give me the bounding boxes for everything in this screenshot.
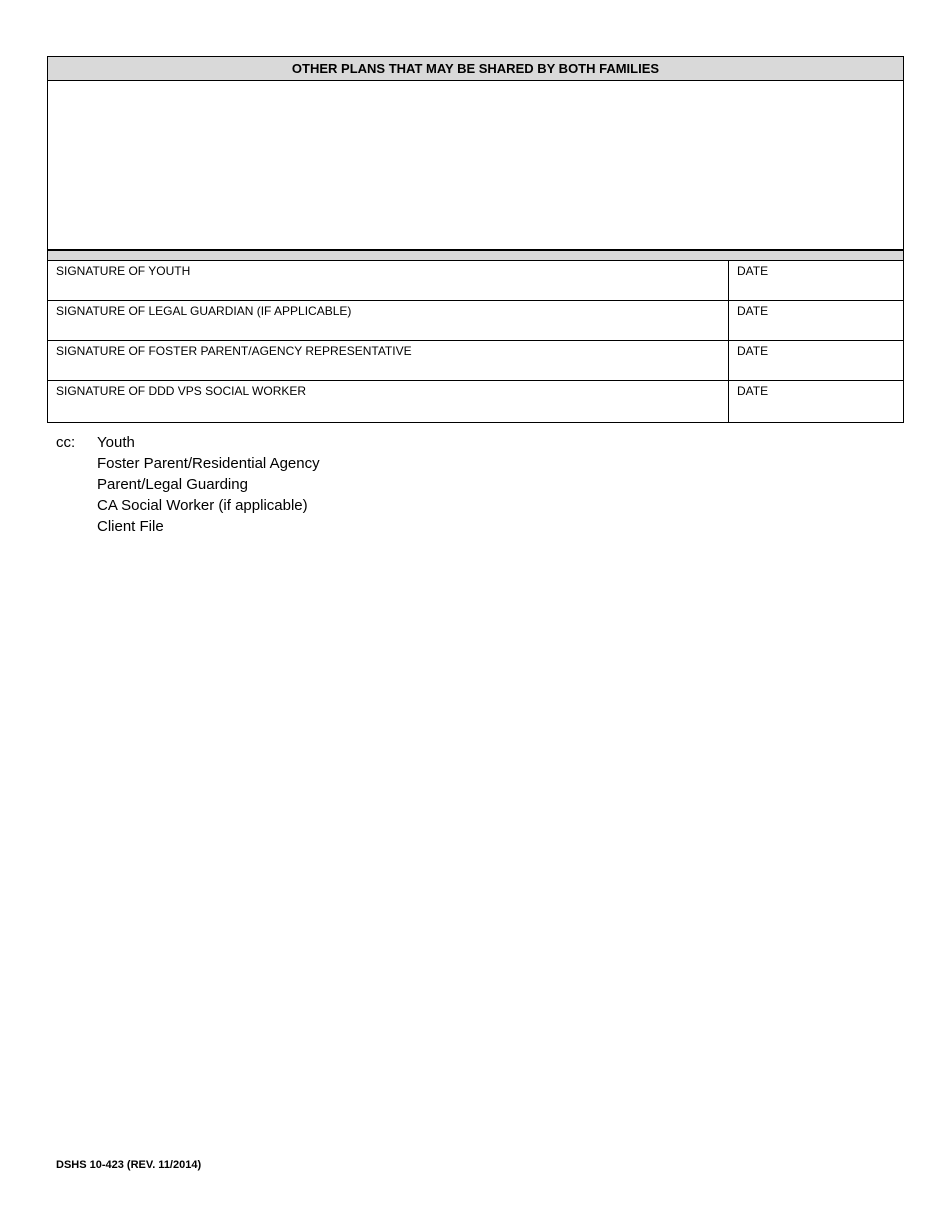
date-label: DATE — [737, 344, 769, 358]
signature-row-social-worker — [48, 381, 903, 422]
date-label: DATE — [737, 264, 769, 278]
cc-label: cc: — [56, 434, 76, 451]
cc-block — [56, 432, 320, 537]
section-divider — [48, 251, 903, 261]
date-field-youth[interactable] — [729, 261, 903, 300]
cc-recipient: Client File — [97, 518, 164, 535]
signature-field-youth[interactable] — [48, 261, 729, 300]
cc-recipient: Youth — [97, 434, 135, 451]
signature-label: SIGNATURE OF YOUTH — [56, 264, 191, 278]
plans-text-area[interactable] — [48, 81, 903, 251]
form-id-footer: DSHS 10-423 (REV. 11/2014) — [56, 1159, 202, 1171]
cc-recipient: Parent/Legal Guarding — [97, 476, 248, 493]
date-label: DATE — [737, 304, 769, 318]
signature-row-foster-parent — [48, 341, 903, 381]
cc-recipient: Foster Parent/Residential Agency — [97, 455, 320, 472]
signature-row-legal-guardian — [48, 301, 903, 341]
cc-recipient-list — [97, 432, 320, 537]
signature-label: SIGNATURE OF LEGAL GUARDIAN (IF APPLICABLE) — [56, 304, 352, 318]
signature-label: SIGNATURE OF DDD VPS SOCIAL WORKER — [56, 384, 307, 398]
signature-label: SIGNATURE OF FOSTER PARENT/AGENCY REPRESENTATIVE — [56, 344, 412, 358]
cc-recipient: CA Social Worker (if applicable) — [97, 497, 308, 514]
signature-field-legal-guardian[interactable] — [48, 301, 729, 340]
date-field-legal-guardian[interactable] — [729, 301, 903, 340]
signature-row-youth — [48, 261, 903, 301]
date-label: DATE — [737, 384, 769, 398]
signature-field-social-worker[interactable] — [48, 381, 729, 422]
plans-section-header: OTHER PLANS THAT MAY BE SHARED BY BOTH FAMILIES — [48, 57, 903, 81]
date-field-foster-parent[interactable] — [729, 341, 903, 380]
date-field-social-worker[interactable] — [729, 381, 903, 422]
signature-field-foster-parent[interactable] — [48, 341, 729, 380]
signature-form — [47, 56, 904, 423]
